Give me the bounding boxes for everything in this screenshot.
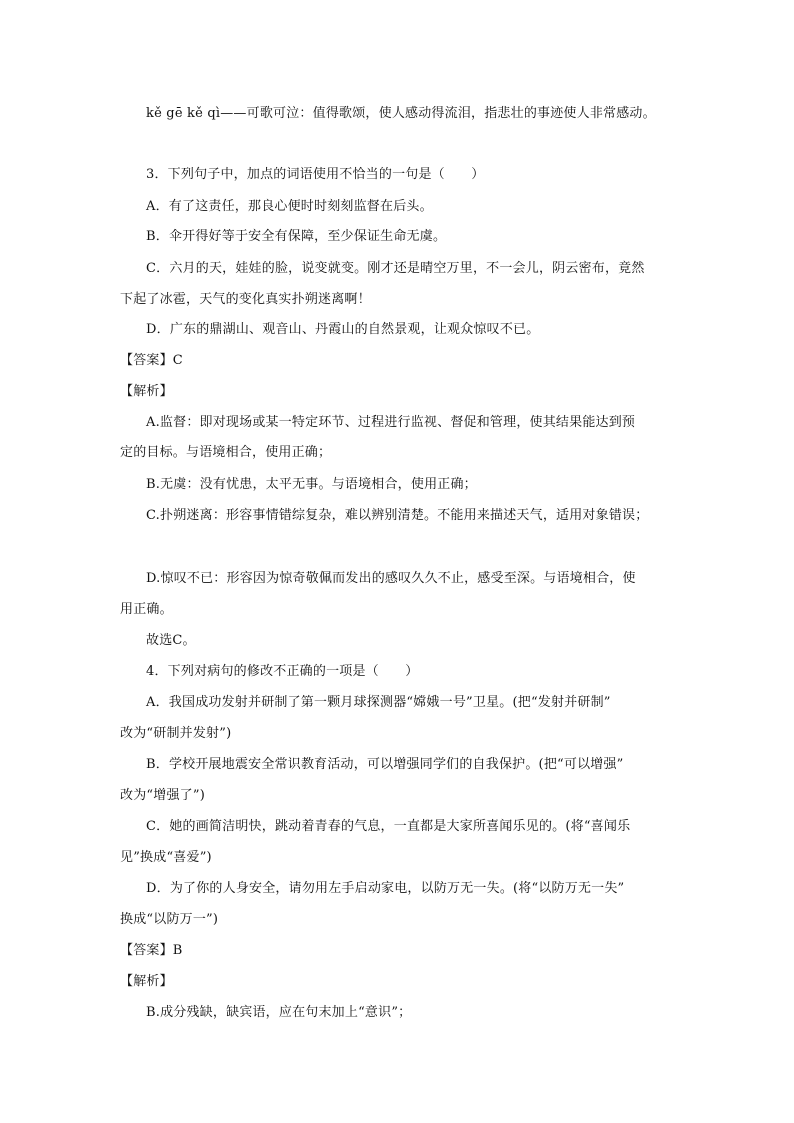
q4-option-b-line2: 改为“增强了”) xyxy=(120,788,205,803)
q3-explanation-a-line2: 定的目标。与语境相合，使用正确； xyxy=(120,445,332,460)
q4-option-a-line1: A．我国成功发射并研制了第一颗月球探测器“嫦娥一号”卫星。(把“发射并研制” xyxy=(146,695,611,710)
q4-option-a-line2: 改为“研制并发射”) xyxy=(120,726,232,741)
q4-answer: 【答案】B xyxy=(120,943,183,958)
q3-explanation-c: C.扑朔迷离：形容事情错综复杂，难以辨别清楚。不能用来描述天气，适用对象错误； xyxy=(146,508,649,523)
q3-option-c-line2: 下起了冰雹，天气的变化真实扑朔迷离啊！ xyxy=(120,292,371,307)
q3-option-c-line1: C．六月的天，娃娃的脸，说变就变。刚才还是晴空万里，不一会儿，阴云密布，竟然 xyxy=(146,261,645,276)
q4-explanation-b: B.成分残缺，缺宾语，应在句末加上“意识”； xyxy=(146,1005,412,1020)
q4-option-d-line1: D．为了你的人身安全，请勿用左手启动家电，以防万无一失。(将“以防万无一失” xyxy=(146,881,625,896)
q4-stem: 4．下列对病句的修改不正确的一项是（ ） xyxy=(146,664,419,679)
q3-explanation-d-line1: D.惊叹不已：形容因为惊奇敬佩而发出的感叹久久不止，感受至深。与语境相合，使 xyxy=(146,571,636,586)
q3-explanation-d-line2: 用正确。 xyxy=(120,602,173,617)
q4-option-b-line1: B．学校开展地震安全常识教育活动，可以增强同学们的自我保护。(把“可以增强” xyxy=(146,757,624,772)
q3-explanation-a-line1: A.监督：即对现场或某一特定环节、过程进行监视、督促和管理，使其结果能达到预 xyxy=(146,415,636,430)
q4-option-c-line1: C．她的画简洁明快，跳动着青春的气息，一直都是大家所喜闻乐见的。(将“喜闻乐 xyxy=(146,819,631,834)
q4-option-c-line2: 见”换成“喜爱”) xyxy=(120,850,212,865)
pinyin-definition-line: kě gē kě qì——可歌可泣：值得歌颂，使人感动得流泪，指悲壮的事迹使人非常感动。 xyxy=(146,106,656,121)
q3-option-a: A．有了这责任，那良心便时时刻刻监督在后头。 xyxy=(146,199,433,214)
q3-stem: 3．下列句子中，加点的词语使用不恰当的一句是（ ） xyxy=(146,167,485,182)
q3-explanation-b: B.无虞：没有忧患，太平无事。与语境相合，使用正确； xyxy=(146,477,477,492)
q4-analysis-label: 【解析】 xyxy=(120,974,173,989)
q3-option-d: D．广东的鼎湖山、观音山、丹霞山的自然景观，让观众惊叹不已。 xyxy=(146,322,540,337)
q3-conclusion: 故选C。 xyxy=(146,633,196,648)
q3-analysis-label: 【解析】 xyxy=(120,384,173,399)
q3-option-b: B．伞开得好等于安全有保障，至少保证生命无虞。 xyxy=(146,229,447,244)
q3-answer: 【答案】C xyxy=(120,353,183,368)
q4-option-d-line2: 换成“以防万一”) xyxy=(120,912,219,927)
